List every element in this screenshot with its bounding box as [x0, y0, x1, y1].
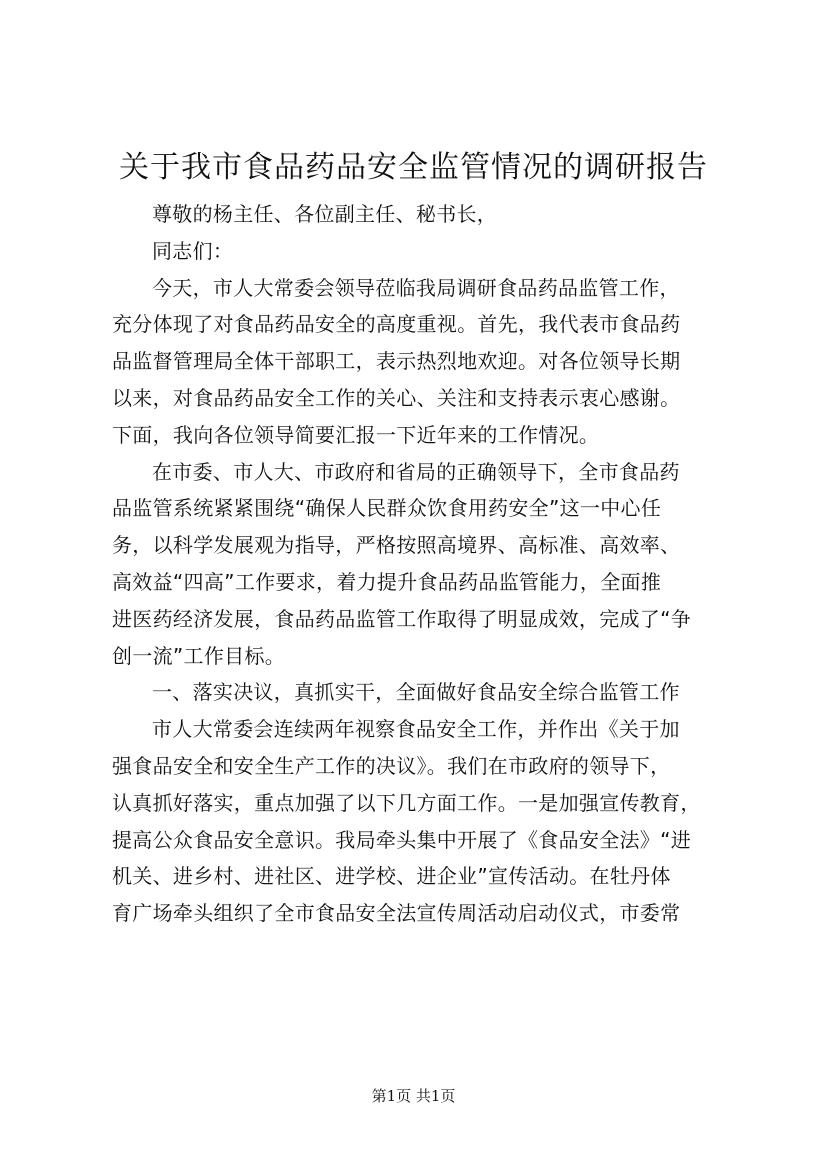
paragraph-line: 市人大常委会连续两年视察食品安全工作，并作出《关于加 [152, 717, 680, 742]
paragraph-line: 机关、进乡村、进社区、进学校、进企业”宣传活动。在牡丹体 [112, 864, 671, 889]
paragraph-line: 提高公众食品安全意识。我局牵头集中开展了《食品安全法》“进 [112, 827, 692, 852]
paragraph-line: 品监管系统紧紧围绕“确保人民群众饮食用药安全”这一中心任 [112, 496, 662, 521]
salutation-line: 同志们： [152, 238, 234, 263]
paragraph-line: 下面，我向各位领导简要汇报一下近年来的工作情况。 [112, 422, 600, 447]
paragraph-line: 强食品安全和安全生产工作的决议》。我们在市政府的领导下， [112, 753, 671, 778]
paragraph-line: 品监督管理局全体干部职工，表示热烈地欢迎。对各位领导长期 [112, 349, 681, 374]
paragraph-line: 认真抓好落实，重点加强了以下几方面工作。一是加强宣传教育， [112, 790, 701, 815]
paragraph-line: 育广场牵头组织了全市食品安全法宣传周活动启动仪式，市委常 [112, 901, 681, 926]
section-heading: 一、落实决议，真抓实干，全面做好食品安全综合监管工作 [152, 680, 680, 705]
paragraph-line: 以来，对食品药品安全工作的关心、关注和支持表示衷心感谢。 [112, 385, 681, 410]
document-body [112, 196, 740, 932]
document-title: 关于我市食品药品安全监管情况的调研报告 [119, 150, 708, 185]
paragraph-line: 充分体现了对食品药品安全的高度重视。首先，我代表市食品药 [112, 312, 681, 337]
paragraph-line: 高效益“四高”工作要求，着力提升食品药品监管能力，全面推 [112, 569, 662, 594]
paragraph-line: 进医药经济发展，食品药品监管工作取得了明显成效，完成了“争 [112, 606, 692, 631]
paragraph-line: 创一流”工作目标。 [112, 643, 286, 668]
salutation-line: 尊敬的杨主任、各位副主任、秘书长， [152, 202, 498, 226]
paragraph-line: 务，以科学发展观为指导，严格按照高境界、高标准、高效率、 [112, 533, 681, 558]
paragraph-line: 在市委、市人大、市政府和省局的正确领导下，全市食品药 [152, 459, 680, 484]
page-footer: 第1页 共1页 [371, 1087, 456, 1105]
paragraph-line: 今天，市人大常委会领导莅临我局调研食品药品监管工作， [152, 275, 680, 300]
